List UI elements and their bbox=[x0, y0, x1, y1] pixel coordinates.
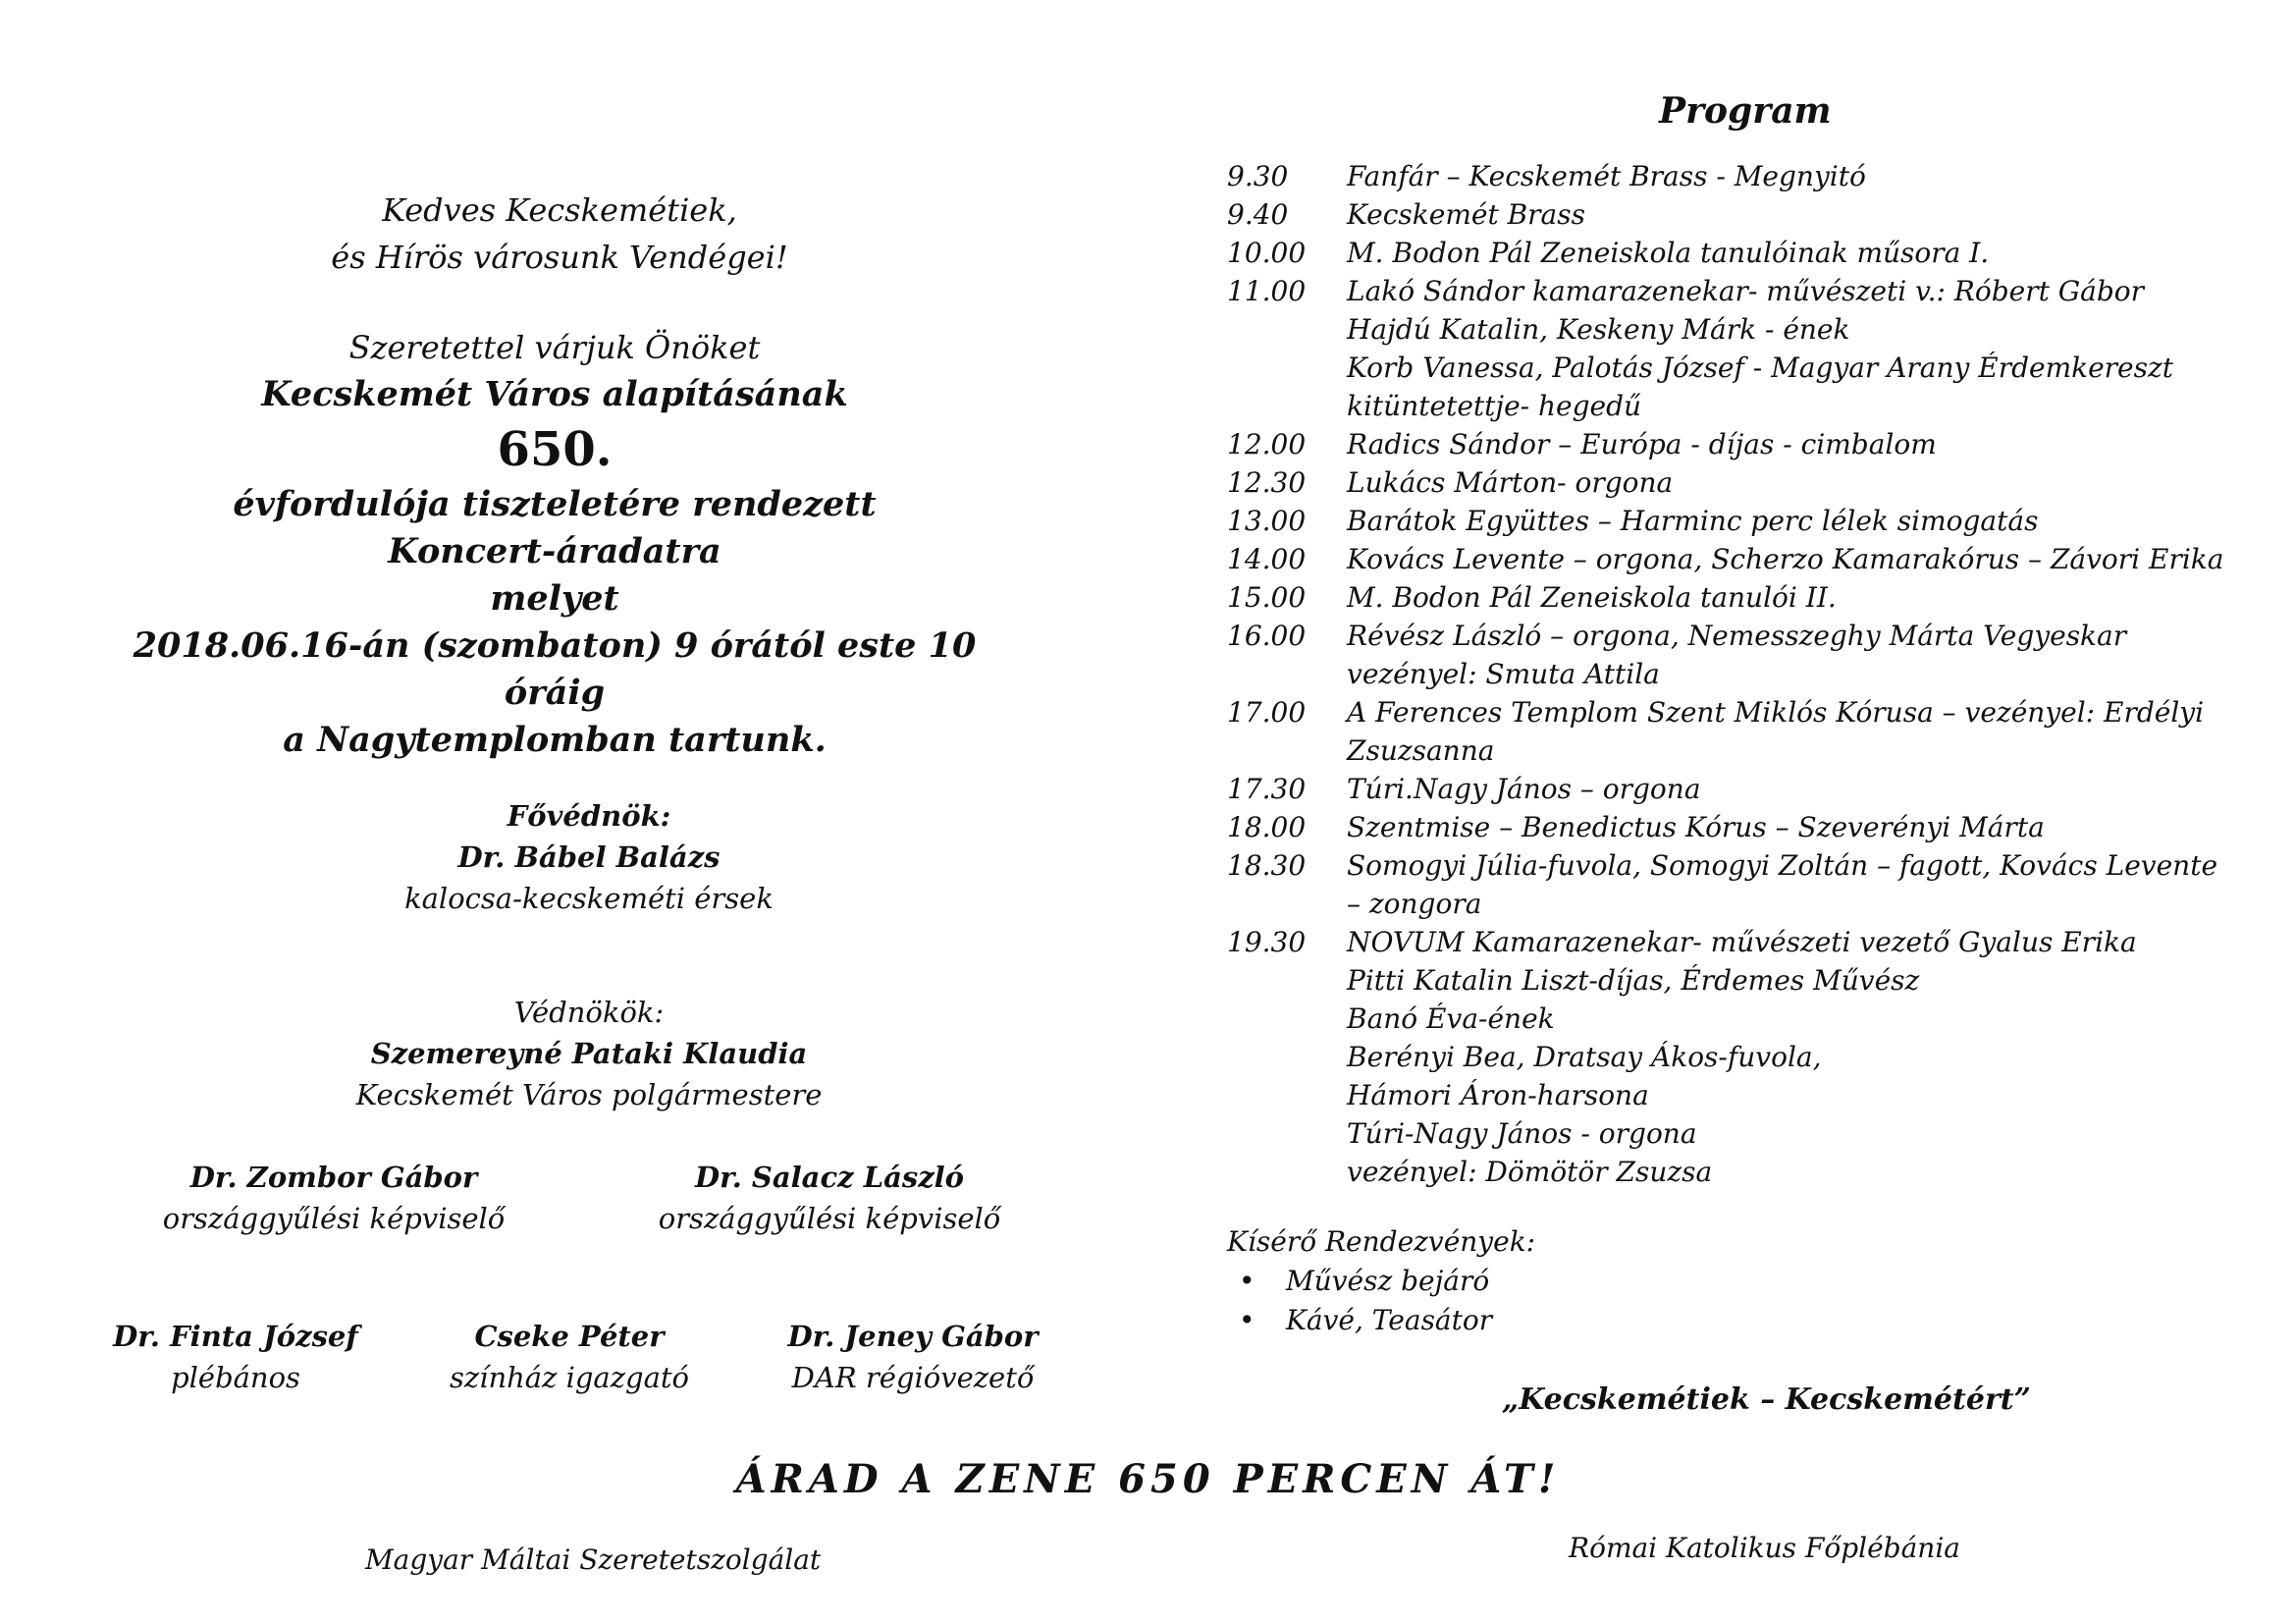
program-line: M. Bodon Pál Zeneiskola tanulóinak műsora I. bbox=[1347, 237, 1990, 269]
program-description bbox=[1347, 195, 2209, 234]
person-title: színház igazgató bbox=[450, 1361, 689, 1394]
organizer-right: Római Katolikus Főplébánia bbox=[1569, 1532, 1960, 1564]
side-event-text: Kávé, Teasátor bbox=[1286, 1304, 1493, 1336]
person-name: Cseke Péter bbox=[474, 1320, 665, 1353]
program-description bbox=[1347, 846, 2217, 923]
program-time: 17.30 bbox=[1227, 773, 1307, 805]
program-line: Zsuzsanna bbox=[1347, 734, 1495, 767]
program-line: Korb Vanessa, Palotás József - Magyar Arany Érdemkereszt bbox=[1347, 352, 2173, 384]
program-description bbox=[1347, 770, 2209, 808]
program-time: 18.30 bbox=[1227, 849, 1307, 882]
program-line: kitüntetettje- hegedű bbox=[1347, 390, 1642, 422]
organizer-left: Magyar Máltai Szeretetszolgálat bbox=[365, 1543, 822, 1576]
program-row bbox=[1227, 272, 2209, 425]
program-row bbox=[1227, 846, 2218, 923]
chief-patron bbox=[294, 795, 883, 919]
supporter bbox=[88, 1316, 383, 1398]
event-venue: a Nagytemplomban tartunk. bbox=[283, 720, 827, 760]
program-line: Lukács Márton- orgona bbox=[1347, 466, 1674, 499]
bullet-icon: • bbox=[1239, 1265, 1255, 1297]
program-line: Radics Sándor – Európa - díjas - cimbalom bbox=[1347, 428, 1937, 460]
slogan: ÁRAD A ZENE 650 PERCEN ÁT! bbox=[735, 1456, 1561, 1502]
program-line: Lakó Sándor kamarazenekar- művészeti v.: Róbert Gábor bbox=[1347, 275, 2144, 307]
supporter bbox=[422, 1316, 717, 1398]
greeting bbox=[211, 187, 908, 281]
intro-line: Kecskemét Város alapításának bbox=[261, 374, 848, 414]
person-title: DAR régióvezető bbox=[791, 1361, 1035, 1394]
program-row bbox=[1227, 463, 2209, 502]
program-line: Somogyi Júlia-fuvola, Somogyi Zoltán – fagott, Kovács Levente bbox=[1347, 849, 2218, 882]
program-line: Berényi Bea, Dratsay Ákos-fuvola, bbox=[1347, 1041, 1822, 1073]
program-description bbox=[1347, 578, 2209, 617]
program-line: Pitti Katalin Liszt-díjas, Érdemes Művész bbox=[1347, 964, 1920, 997]
patron bbox=[260, 992, 918, 1115]
program-line: Barátok Együttes – Harminc perc lélek simogatás bbox=[1347, 505, 2039, 537]
program-line: vezényel: Dömötör Zsuzsa bbox=[1347, 1156, 1713, 1188]
program-description bbox=[1347, 502, 2209, 540]
program-row bbox=[1227, 923, 2209, 1191]
program-time: 15.00 bbox=[1227, 581, 1307, 614]
program-time: 9.30 bbox=[1227, 160, 1289, 192]
program-time: 9.40 bbox=[1227, 198, 1289, 231]
program-row bbox=[1227, 540, 2224, 578]
program-description bbox=[1347, 808, 2209, 846]
greeting-line: Kedves Kecskemétiek, bbox=[382, 191, 737, 229]
program-line: M. Bodon Pál Zeneiskola tanulói II. bbox=[1347, 581, 1837, 614]
program-description bbox=[1347, 463, 2209, 502]
representative bbox=[623, 1157, 1036, 1239]
program-description bbox=[1347, 157, 2209, 195]
program-time: 14.00 bbox=[1227, 543, 1307, 575]
patron-name: Szemereyné Pataki Klaudia bbox=[370, 1037, 808, 1070]
program-line: Banó Éva-ének bbox=[1347, 1002, 1555, 1035]
program-description bbox=[1347, 272, 2209, 425]
program-time: 10.00 bbox=[1227, 237, 1307, 269]
program-description bbox=[1347, 540, 2223, 578]
program-description bbox=[1347, 425, 2209, 463]
program-line: Szentmise – Benedictus Kórus – Szeverényi Márta bbox=[1347, 811, 2045, 843]
patron-title: kalocsa-kecskeméti érsek bbox=[404, 882, 774, 915]
program-list bbox=[1227, 157, 2224, 1191]
greeting-line: és Hírös városunk Vendégei! bbox=[331, 239, 788, 276]
program-title: Program bbox=[1659, 90, 1832, 132]
patron-label: Védnökök: bbox=[513, 996, 665, 1029]
side-event-text: Művész bejáró bbox=[1286, 1265, 1490, 1297]
patron-label: Fővédnök: bbox=[507, 799, 671, 833]
intro-line: melyet bbox=[490, 578, 619, 619]
person-title: plébános bbox=[171, 1361, 300, 1394]
list-item bbox=[1239, 1262, 1535, 1301]
program-description bbox=[1347, 923, 2209, 1191]
program-time: 19.30 bbox=[1227, 926, 1307, 958]
person-name: Dr. Zombor Gábor bbox=[189, 1161, 478, 1194]
program-row bbox=[1227, 617, 2209, 693]
intro-line: Szeretettel várjuk Önöket bbox=[348, 329, 761, 366]
program-line: Hámori Áron-harsona bbox=[1347, 1079, 1649, 1111]
person-title: országgyűlési képviselő bbox=[162, 1202, 506, 1235]
side-events bbox=[1227, 1222, 1535, 1340]
program-row bbox=[1227, 770, 2209, 808]
side-events-label: Kísérő Rendezvények: bbox=[1227, 1225, 1536, 1258]
program-row bbox=[1227, 234, 2209, 272]
program-row bbox=[1227, 578, 2209, 617]
program-line: vezényel: Smuta Attila bbox=[1347, 658, 1660, 690]
program-time: 12.30 bbox=[1227, 466, 1307, 499]
program-line: A Ferences Templom Szent Miklós Kórusa – vezényel: Erdélyi bbox=[1347, 696, 2205, 729]
invitation-text bbox=[113, 324, 996, 764]
person-name: Dr. Finta József bbox=[113, 1320, 358, 1353]
program-row bbox=[1227, 157, 2209, 195]
event-date: 2018.06.16-án (szombaton) 9 órától este 10 óráig bbox=[133, 625, 977, 713]
program-row bbox=[1227, 425, 2209, 463]
program-time: 18.00 bbox=[1227, 811, 1307, 843]
anniversary-number: 650. bbox=[497, 422, 613, 477]
side-events-list bbox=[1227, 1262, 1535, 1340]
program-row bbox=[1227, 502, 2209, 540]
intro-line: Koncert-áradatra bbox=[388, 531, 721, 571]
program-time: 17.00 bbox=[1227, 696, 1307, 729]
program-description bbox=[1347, 617, 2209, 693]
patron-title: Kecskemét Város polgármestere bbox=[355, 1078, 823, 1111]
program-line: Túri-Nagy János - orgona bbox=[1347, 1117, 1697, 1150]
program-line: Kecskemét Brass bbox=[1347, 198, 1585, 231]
intro-line: évfordulója tiszteletére rendezett bbox=[233, 484, 877, 524]
representative bbox=[128, 1157, 540, 1239]
list-item bbox=[1239, 1301, 1535, 1340]
program-time: 16.00 bbox=[1227, 620, 1307, 652]
program-description bbox=[1347, 693, 2209, 770]
program-time: 12.00 bbox=[1227, 428, 1307, 460]
motto: „Kecskemétiek – Kecskemétért” bbox=[1502, 1382, 2031, 1417]
program-time: 11.00 bbox=[1227, 275, 1307, 307]
program-description bbox=[1347, 234, 2209, 272]
program-line: Túri.Nagy János – orgona bbox=[1347, 773, 1701, 805]
person-name: Dr. Salacz László bbox=[694, 1161, 965, 1194]
program-line: Révész László – orgona, Nemesszeghy Márta Vegyeskar bbox=[1347, 620, 2127, 652]
program-row bbox=[1227, 195, 2209, 234]
program-row bbox=[1227, 808, 2209, 846]
program-line: Kovács Levente – orgona, Scherzo Kamarakórus – Závori Erika bbox=[1347, 543, 2224, 575]
program-line: NOVUM Kamarazenekar- művészeti vezető Gyalus Erika bbox=[1347, 926, 2137, 958]
program-time: 13.00 bbox=[1227, 505, 1307, 537]
bullet-icon: • bbox=[1239, 1304, 1255, 1336]
program-line: Hajdú Katalin, Keskeny Márk - ének bbox=[1347, 313, 1850, 346]
person-name: Dr. Jeney Gábor bbox=[787, 1320, 1039, 1353]
program-row bbox=[1227, 693, 2209, 770]
program-line: – zongora bbox=[1347, 888, 1482, 920]
patron-name: Dr. Bábel Balázs bbox=[457, 840, 721, 874]
person-title: országgyűlési képviselő bbox=[658, 1202, 1001, 1235]
supporter bbox=[766, 1316, 1060, 1398]
program-line: Fanfár – Kecskemét Brass - Megnyitó bbox=[1347, 160, 1866, 192]
